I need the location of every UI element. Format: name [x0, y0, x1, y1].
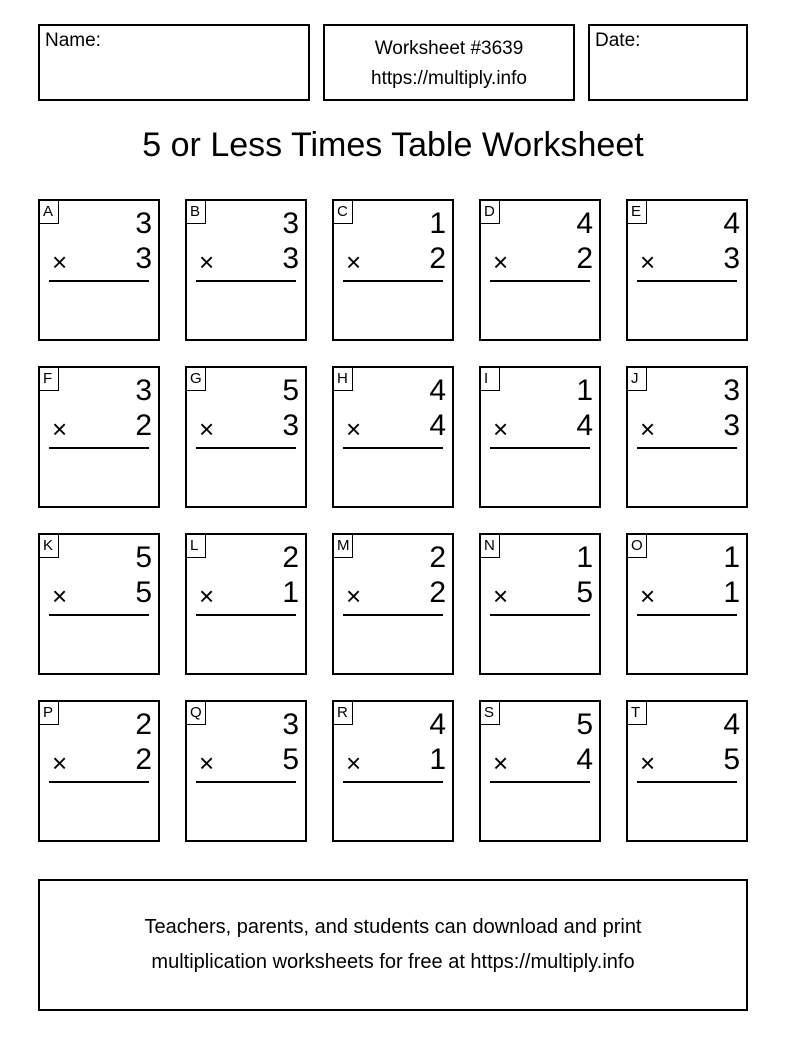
times-sign: ×	[346, 581, 362, 611]
problem-label: F	[40, 368, 59, 391]
answer-line	[637, 614, 737, 616]
problem-label: N	[481, 535, 500, 558]
multiplier: 1	[723, 576, 740, 609]
times-sign: ×	[346, 414, 362, 444]
problem-label: S	[481, 702, 500, 725]
answer-line	[637, 781, 737, 783]
multiplicand: 1	[576, 541, 593, 574]
answer-line	[490, 280, 590, 282]
problem-label: D	[481, 201, 500, 224]
footer-line-1: Teachers, parents, and students can download and print	[144, 916, 642, 938]
problem-card[interactable]	[185, 533, 307, 675]
multiplicand: 5	[282, 374, 299, 407]
multiplier: 3	[282, 409, 299, 442]
times-sign: ×	[346, 247, 362, 277]
times-sign: ×	[199, 247, 215, 277]
problem-card[interactable]	[479, 533, 601, 675]
multiplicand: 3	[135, 374, 152, 407]
answer-line	[49, 614, 149, 616]
multiplicand: 3	[282, 708, 299, 741]
times-sign: ×	[199, 581, 215, 611]
problem-card[interactable]	[332, 533, 454, 675]
multiplier: 3	[723, 242, 740, 275]
times-sign: ×	[52, 581, 68, 611]
problem-card[interactable]	[332, 700, 454, 842]
problem-card[interactable]	[185, 366, 307, 508]
worksheet-info-box	[323, 24, 575, 101]
problem-label: I	[481, 368, 500, 391]
problem-label: T	[628, 702, 647, 725]
problem-card[interactable]	[626, 533, 748, 675]
multiplier: 1	[282, 576, 299, 609]
multiplicand: 3	[135, 207, 152, 240]
multiplicand: 5	[576, 708, 593, 741]
multiplier: 4	[429, 409, 446, 442]
footer-box	[38, 879, 748, 1011]
problem-label: C	[334, 201, 353, 224]
multiplicand: 1	[723, 541, 740, 574]
multiplier: 2	[576, 242, 593, 275]
problem-card[interactable]	[626, 199, 748, 341]
answer-line	[49, 781, 149, 783]
times-sign: ×	[493, 414, 509, 444]
answer-line	[490, 781, 590, 783]
multiplicand: 4	[576, 207, 593, 240]
multiplicand: 2	[282, 541, 299, 574]
multiplier: 3	[135, 242, 152, 275]
problem-label: R	[334, 702, 353, 725]
page-title: 5 or Less Times Table Worksheet	[142, 126, 644, 164]
problem-label: K	[40, 535, 59, 558]
answer-line	[196, 614, 296, 616]
answer-line	[49, 447, 149, 449]
times-sign: ×	[493, 247, 509, 277]
times-sign: ×	[493, 581, 509, 611]
answer-line	[343, 781, 443, 783]
multiplier: 2	[429, 576, 446, 609]
problem-card[interactable]	[479, 366, 601, 508]
times-sign: ×	[640, 748, 656, 778]
problem-card[interactable]	[38, 199, 160, 341]
multiplicand: 4	[723, 708, 740, 741]
times-sign: ×	[346, 748, 362, 778]
footer-line-2: multiplication worksheets for free at https://multiply.info	[151, 951, 635, 973]
answer-line	[196, 280, 296, 282]
multiplicand: 2	[429, 541, 446, 574]
multiplicand: 3	[282, 207, 299, 240]
problem-card[interactable]	[626, 700, 748, 842]
problem-card[interactable]	[332, 199, 454, 341]
problem-label: B	[187, 201, 206, 224]
times-sign: ×	[52, 748, 68, 778]
answer-line	[490, 447, 590, 449]
multiplicand: 1	[576, 374, 593, 407]
answer-line	[343, 447, 443, 449]
times-sign: ×	[640, 414, 656, 444]
multiplicand: 4	[429, 708, 446, 741]
answer-line	[49, 280, 149, 282]
answer-line	[196, 447, 296, 449]
problem-card[interactable]	[38, 700, 160, 842]
multiplier: 1	[429, 743, 446, 776]
multiplier: 3	[282, 242, 299, 275]
multiplier: 5	[723, 743, 740, 776]
date-label: Date:	[595, 30, 641, 51]
problem-card[interactable]	[479, 199, 601, 341]
multiplier: 4	[576, 743, 593, 776]
multiplicand: 4	[429, 374, 446, 407]
problem-card[interactable]	[38, 533, 160, 675]
multiplicand: 5	[135, 541, 152, 574]
answer-line	[343, 280, 443, 282]
multiplicand: 2	[135, 708, 152, 741]
multiplier: 2	[135, 409, 152, 442]
date-field[interactable]	[588, 24, 748, 101]
multiplicand: 4	[723, 207, 740, 240]
multiplier: 5	[135, 576, 152, 609]
problem-label: J	[628, 368, 647, 391]
problem-label: A	[40, 201, 59, 224]
multiplicand: 1	[429, 207, 446, 240]
times-sign: ×	[199, 414, 215, 444]
multiplier: 2	[429, 242, 446, 275]
multiplier: 4	[576, 409, 593, 442]
answer-line	[196, 781, 296, 783]
times-sign: ×	[640, 247, 656, 277]
multiplicand: 3	[723, 374, 740, 407]
problem-label: G	[187, 368, 206, 391]
problem-label: Q	[187, 702, 206, 725]
problem-label: P	[40, 702, 59, 725]
name-label: Name:	[45, 30, 101, 51]
times-sign: ×	[52, 414, 68, 444]
multiplier: 5	[576, 576, 593, 609]
name-field[interactable]	[38, 24, 310, 101]
problem-label: E	[628, 201, 647, 224]
multiplier: 5	[282, 743, 299, 776]
answer-line	[637, 280, 737, 282]
times-sign: ×	[640, 581, 656, 611]
problem-label: L	[187, 535, 206, 558]
problem-card[interactable]	[185, 700, 307, 842]
answer-line	[490, 614, 590, 616]
answer-line	[637, 447, 737, 449]
problem-label: H	[334, 368, 353, 391]
times-sign: ×	[199, 748, 215, 778]
times-sign: ×	[52, 247, 68, 277]
problem-card[interactable]	[38, 366, 160, 508]
worksheet-number: Worksheet #3639	[374, 38, 524, 59]
worksheet-url: https://multiply.info	[371, 68, 527, 89]
problem-card[interactable]	[185, 199, 307, 341]
multiplier: 3	[723, 409, 740, 442]
multiplier: 2	[135, 743, 152, 776]
times-sign: ×	[493, 748, 509, 778]
answer-line	[343, 614, 443, 616]
problem-label: M	[334, 535, 353, 558]
problem-card[interactable]	[479, 700, 601, 842]
problem-card[interactable]	[332, 366, 454, 508]
problem-label: O	[628, 535, 647, 558]
problem-card[interactable]	[626, 366, 748, 508]
